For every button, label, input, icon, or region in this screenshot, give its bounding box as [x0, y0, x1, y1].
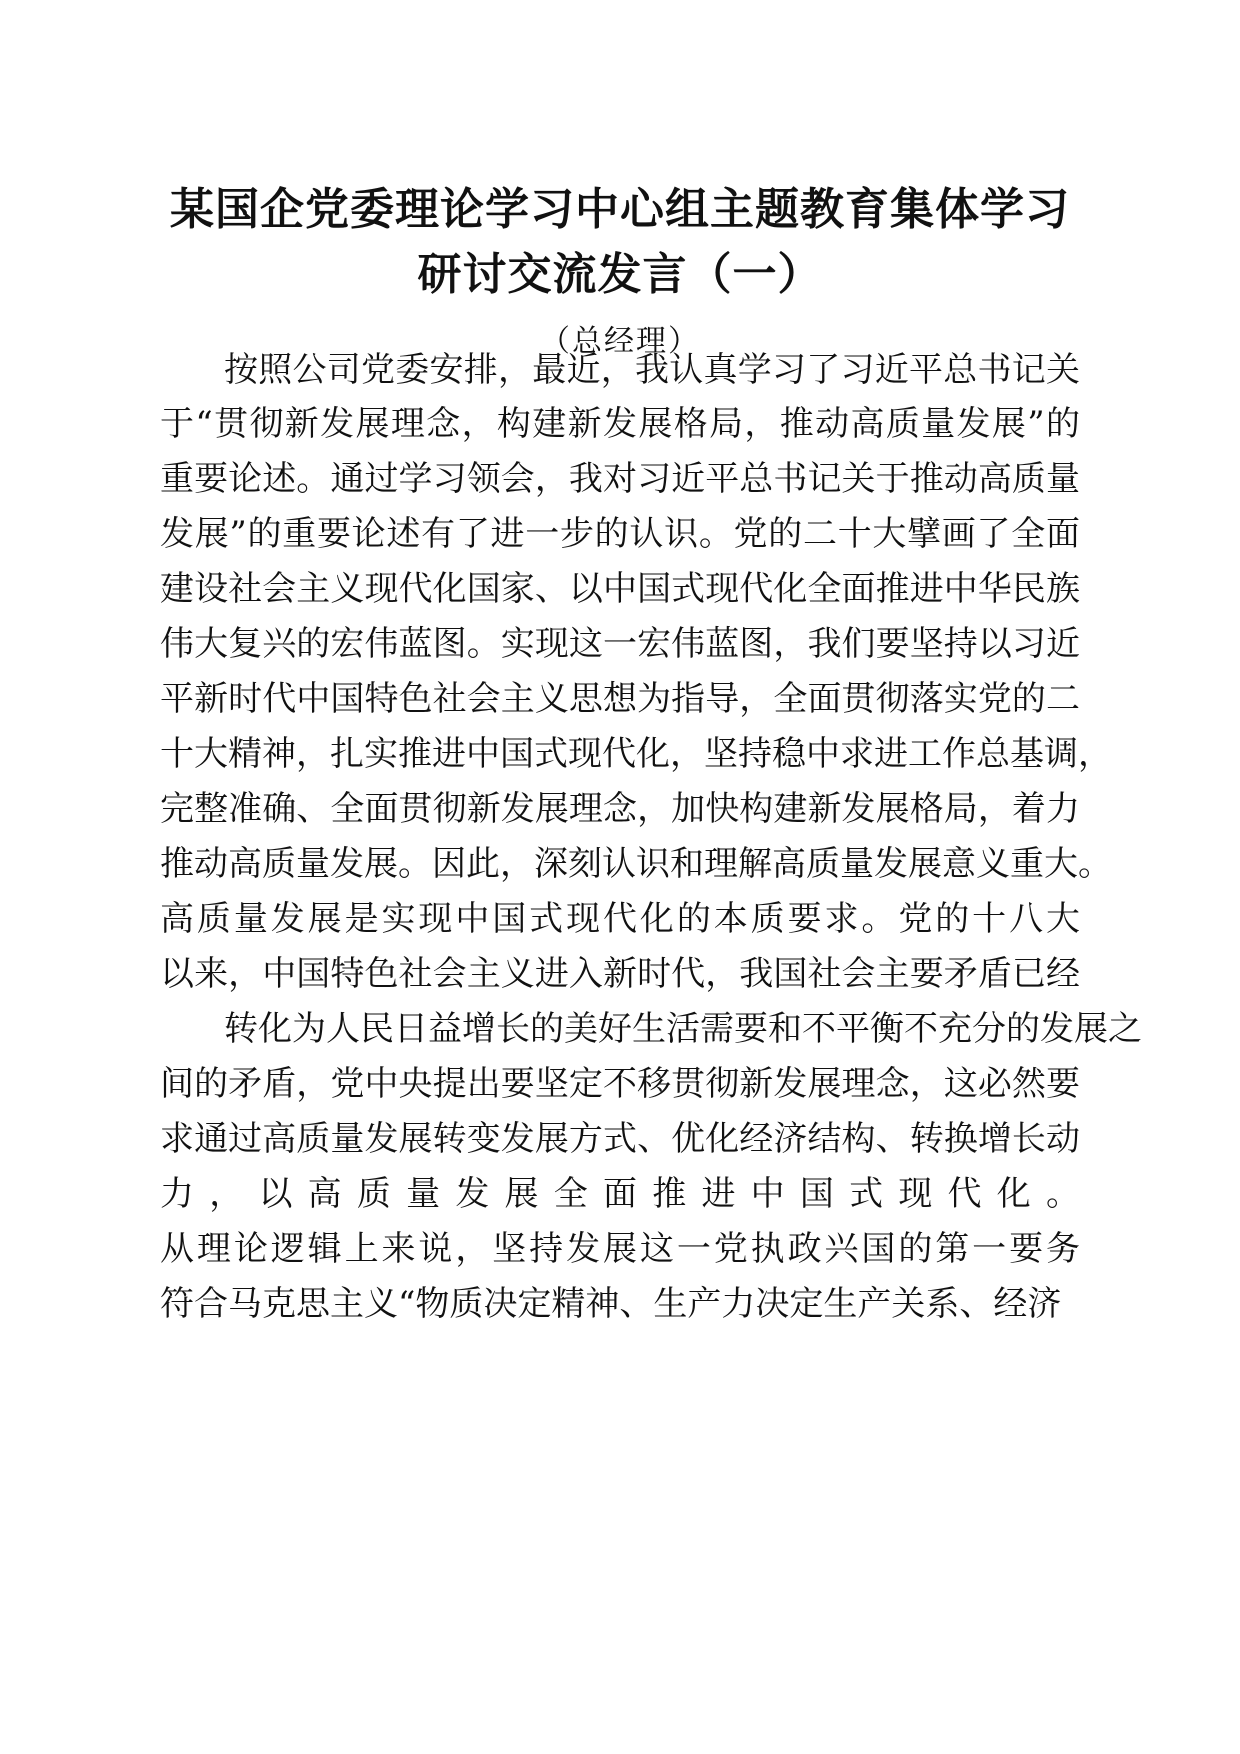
body-line-17: 从理论逻辑上来说，坚持发展这一党执政兴国的第一要务 — [160, 1229, 1080, 1269]
body-line-8: 十大精神，扎实推进中国式现代化，坚持稳中求进工作总基调， — [160, 734, 1112, 774]
body-line-9: 完整准确、全面贯彻新发展理念，加快构建新发展格局，着力 — [160, 789, 1080, 829]
body-line-3: 重要论述。通过学习领会，我对习近平总书记关于推动高质量 — [160, 459, 1080, 499]
body-line-6: 伟大复兴的宏伟蓝图。实现这一宏伟蓝图，我们要坚持以习近 — [160, 624, 1080, 664]
body-line-16: 力，以高质量发展全面推进中国式现代化。 — [160, 1174, 1080, 1214]
document-title-line-1: 某国企党委理论学习中心组主题教育集体学习 — [170, 184, 1070, 235]
body-line-2: 于“贯彻新发展理念，构建新发展格局，推动高质量发展”的 — [160, 404, 1080, 444]
body-line-15: 求通过高质量发展转变发展方式、优化经济结构、转换增长动 — [160, 1119, 1080, 1159]
body-line-10: 推动高质量发展。因此，深刻认识和理解高质量发展意义重大。 — [160, 844, 1112, 884]
body-line-1: 按照公司党委安排，最近，我认真学习了习近平总书记关 — [224, 350, 1080, 390]
body-line-13: 转化为人民日益增长的美好生活需要和不平衡不充分的发展之 — [224, 1009, 1142, 1049]
body-line-11: 高质量发展是实现中国式现代化的本质要求。党的十八大 — [160, 899, 1080, 939]
body-line-12: 以来，中国特色社会主义进入新时代，我国社会主要矛盾已经 — [160, 954, 1080, 994]
body-line-4: 发展”的重要论述有了进一步的认识。党的二十大擘画了全面 — [160, 514, 1080, 554]
document-title-line-2: 研讨交流发言（一） — [417, 249, 823, 300]
body-line-14: 间的矛盾，党中央提出要坚定不移贯彻新发展理念，这必然要 — [160, 1064, 1080, 1104]
body-line-18: 符合马克思主义“物质决定精神、生产力决定生产关系、经济 — [160, 1284, 1062, 1324]
document-subtitle: （总经理） — [540, 324, 700, 359]
body-line-7: 平新时代中国特色社会主义思想为指导，全面贯彻落实党的二 — [160, 679, 1080, 719]
body-line-5: 建设社会主义现代化国家、以中国式现代化全面推进中华民族 — [160, 569, 1080, 609]
